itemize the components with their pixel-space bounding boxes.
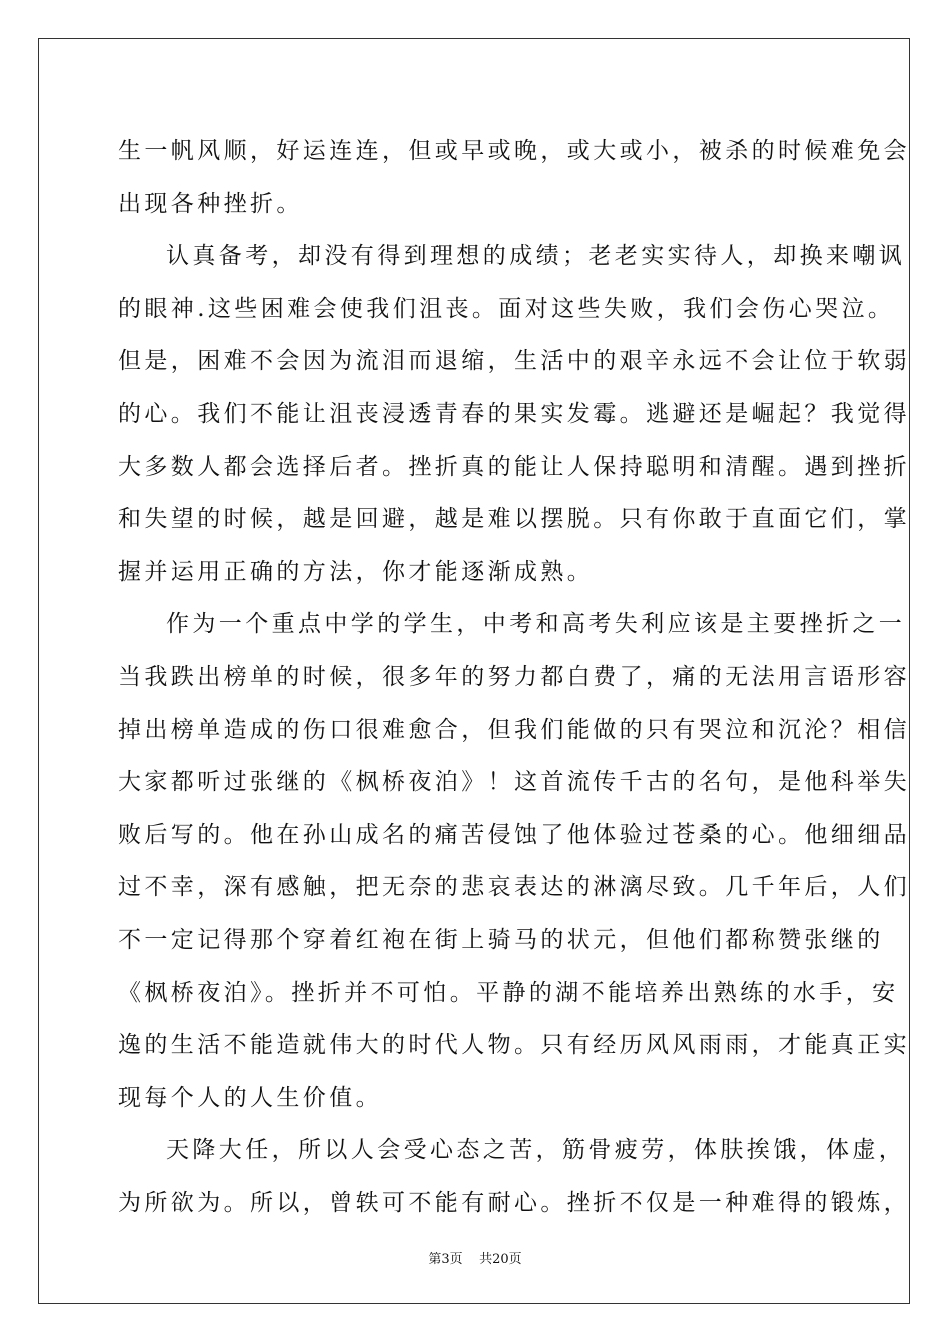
text-line: 生一帆风顺，好运连连，但或早或晚，或大或小，被杀的时候难免会 bbox=[118, 138, 910, 164]
text-line: 掉出榜单造成的伤口很难愈合，但我们能做的只有哭泣和沉沦？相信 bbox=[118, 716, 910, 743]
text-line: 出现各种挫折。 bbox=[118, 190, 303, 217]
document-body bbox=[118, 125, 910, 1229]
text-line: 的心。我们不能让沮丧浸透青春的果实发霉。逃避还是崛起？我觉得 bbox=[118, 400, 910, 427]
text-line: 现每个人的人生价值。 bbox=[118, 1084, 382, 1111]
text-line: 大家都听过张继的《枫桥夜泊》！这首流传千古的名句，是他科举失 bbox=[118, 769, 910, 796]
paragraph-start-line: 天降大任，所以人会受心态之苦，筋骨疲劳，体肤挨饿，体虚， bbox=[166, 1137, 906, 1164]
text-line: 握并运用正确的方法，你才能逐渐成熟。 bbox=[118, 558, 594, 585]
text-line: 大多数人都会选择后者。挫折真的能让人保持聪明和清醒。遇到挫折 bbox=[118, 453, 910, 480]
text-line: 为所欲为。所以，曾轶可不能有耐心。挫折不仅是一种难得的锻炼， bbox=[118, 1189, 910, 1216]
total-pages: 共20页 bbox=[479, 1252, 522, 1267]
text-line: 但是，困难不会因为流泪而退缩，生活中的艰辛永远不会让位于软弱 bbox=[118, 348, 910, 375]
text-line: 和失望的时候，越是回避，越是难以摆脱。只有你敢于直面它们，掌 bbox=[118, 506, 910, 533]
paragraph-start-line: 作为一个重点中学的学生，中考和高考失利应该是主要挫折之一 bbox=[166, 611, 906, 638]
text-line: 不一定记得那个穿着红袍在街上骑马的状元，但他们都称赞张继的 bbox=[118, 926, 884, 953]
text-line: 败后写的。他在孙山成名的痛苦侵蚀了他体验过苍桑的心。他细细品 bbox=[118, 821, 910, 848]
text-line: 逸的生活不能造就伟大的时代人物。只有经历风风雨雨，才能真正实 bbox=[118, 1032, 910, 1059]
text-line: 的眼神.这些困难会使我们沮丧。面对这些失败，我们会伤心哭泣。 bbox=[118, 295, 895, 322]
text-line: 过不幸，深有感触，把无奈的悲哀表达的淋漓尽致。几千年后，人们 bbox=[118, 874, 910, 901]
text-line: 当我跌出榜单的时候，很多年的努力都白费了，痛的无法用言语形容 bbox=[118, 663, 910, 690]
page-footer bbox=[0, 1248, 950, 1267]
paragraph-start-line: 认真备考，却没有得到理想的成绩；老老实实待人，却换来嘲讽 bbox=[166, 243, 906, 270]
text-line: 《枫桥夜泊》。挫折并不可怕。平静的湖不能培养出熟练的水手，安 bbox=[118, 979, 899, 1006]
page-number: 第3页 bbox=[428, 1252, 463, 1267]
